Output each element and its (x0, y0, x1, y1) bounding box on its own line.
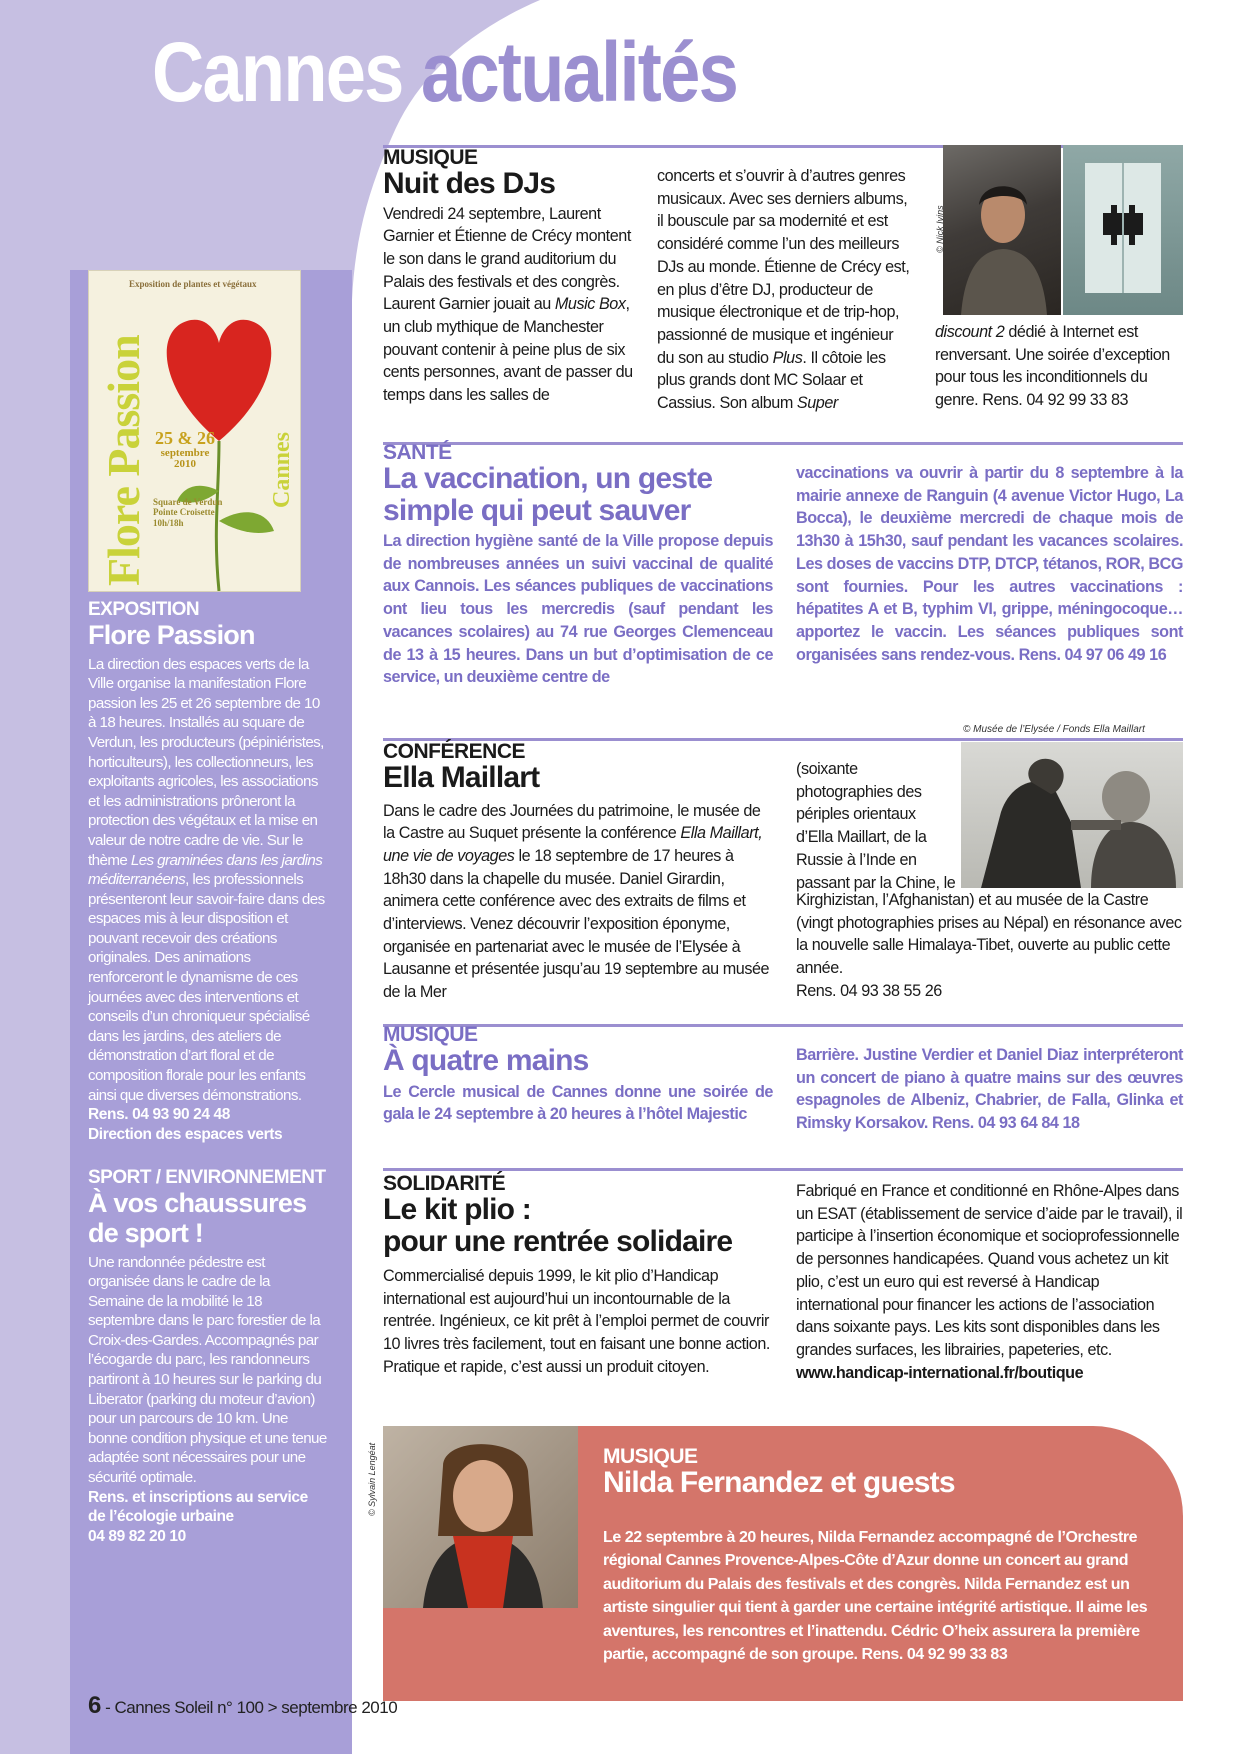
poster-title: Flore Passion (98, 335, 149, 586)
djs-col1: Vendredi 24 septembre, Laurent Garnier et Étienne de Crécy montent le son dans le grand auditorium du Palais des festivals et des congrès. Laurent Garnier jouait au Music Box, un club mythique de Manchester pouvant contenir à peine plus de six cents personnes, avant de passer du temps dans les salles de (383, 204, 633, 405)
article-nilda-fernandez (367, 1426, 1183, 1701)
article-nuit-des-djs (383, 145, 1183, 430)
plio-url[interactable]: www.handicap-international.fr/boutique (796, 1363, 1084, 1382)
quatre-col1: Le Cercle musical de Cannes donne une soirée de gala le 24 septembre à 20 heures à l’hôtel Majestic (383, 1082, 773, 1124)
ella-col2-wide: Kirghizistan, l’Afghanistan) et au musée de la Castre (vingt photographies prises au Népal) en résonance avec la nouvelle salle Himalaya-Tibet, ouverte au public cette année. Rens. 04 93 38 55 26 (796, 891, 1182, 1000)
nilda-text: Le 22 septembre à 20 heures, Nilda Fernandez accompagné de l’Orchestre régional Cannes Provence-Alpes-Côte d’Azur donne un concert au grand auditorium du Palais des festivals et des congrès. Nilda Fernandez est un artiste singulier qui tient à garder une certaine intégrité artistique. Il aime les aventures, les rencontres et l’inattendu. Cédric O’heix assurera la première partie, accompagné de son groupe. Rens. 04 92 99 33 83 (603, 1529, 1148, 1664)
sport-text: Une randonnée pédestre est organisée dans le cadre de la Semaine de la mobilité le 18 septembre dans le parc forestier de la Croix-des-Gardes. Accompagnés par l’écogarde du parc, les randonneurs partiront à 10 heures sur le parking du Liberator (parking du moteur d’avion) pour un parcours de 10 km. Une bonne condition physique et une tenue adaptée sont nécessaires pour une sécurité optimale. (88, 1253, 327, 1487)
ella-category: CONFÉRENCE (383, 740, 526, 763)
djs-col3: discount 2 dédié à Internet est renversant. Une soirée d’exception pour tous les inconditionnels du genre. Rens. 04 92 99 33 83 (935, 323, 1170, 410)
article-quatre-mains (383, 1024, 1183, 1134)
vaccin-category: SANTÉ (383, 441, 452, 464)
plio-title-line2: pour une rentrée solidaire (383, 1224, 733, 1258)
poster-top-text: Exposition de plantes et végétaux (129, 279, 257, 289)
plio-title-line1: Le kit plio : (383, 1193, 531, 1226)
sport-category: SPORT / ENVIRONNEMENT (88, 1167, 326, 1189)
ella-col2-narrow: (soixante photographies des périples orientaux d’Ella Maillart, de la Russie à l’Inde en passant par la Chine, le (796, 760, 956, 892)
flore-section (88, 600, 328, 1144)
page-footer (88, 1692, 397, 1720)
nilda-photo-credit: © Sylvain Lengéat (367, 1442, 377, 1516)
poster-dates: 25 & 26 septembre 2010 (155, 428, 215, 471)
vaccin-title-line2: simple qui peut sauver (383, 493, 691, 527)
page-number: 6 (88, 1692, 101, 1719)
vaccin-col1: La direction hygiène santé de la Ville propose depuis de nombreuses années un suivi vaccinal de qualité aux Cannois. Les séances publiques de vaccinations ont lieu tous les mercredis (sauf pendant les vacances scolaires) au 74 rue Georges Clemenceau de 13 à 15 heures. Dans un but d’optimisation de ce service, un deuxième centre de (383, 532, 773, 687)
ella-photo-credit: © Musée de l’Elysée / Fonds Ella Maillart (963, 724, 1145, 735)
section-rule (383, 1168, 1183, 1171)
vaccin-title-line1: La vaccination, un geste (383, 462, 713, 495)
djs-col2: concerts et s’ouvrir à d’autres genres musicaux. Avec ses derniers albums, il bouscule par sa modernité et est considéré comme l’un des meilleurs DJs au monde. Étienne de Crécy est, en plus d’être DJ, producteur de musique électronique et de trip-hop, passionné de musique et ingénieur du son au studio Plus. Il côtoie les plus grands dont MC Solaar et Cassius. Son album Super (657, 167, 910, 413)
ella-photo-eagle-hunter (961, 742, 1183, 888)
plio-col2: Fabriqué en France et conditionné en Rhône-Alpes dans un ESAT (établissement de service d’aide par le travail), il participe à l’insertion économique et socioprofessionnelle de personnes handicapées. Quand vous achetez un kit plio, c’est un euro qui est reversé à Handicap international pour financer les actions de l’association dans soixante pays. Les kits sont disponibles dans les grandes surfaces, les librairies, papeteries, etc. www.handicap-international.fr/boutique (796, 1182, 1183, 1382)
poster-city: Cannes (269, 431, 295, 508)
vaccin-col2: vaccinations va ouvrir à partir du 8 septembre à la mairie annexe de Ranguin (4 avenue Victor Hugo, La Bocca), le deuxième mercredi de chaque mois de 13h30 à 15h30, sauf pendant les vacances scolaires. Les doses de vaccins DTP, DTCP, tétanos, ROR, BCG sont fournies. Pour les autres vaccinations : hépatites A et B, typhim VI, grippe, méningocoque… apportez le vaccin. Les séances publiques sont organisées sans rendez-vous. Rens. 04 97 06 49 16 (796, 464, 1183, 664)
article-ella-maillart (383, 724, 1183, 1002)
article-vaccination (383, 442, 1183, 692)
flore-text: La direction des espaces verts de la Ville organise la manifestation Flore passion les 25 et 26 septembre de 10 à 18 heures. Installés au square de Verdun, les producteurs (pépiniéristes, horticulteurs), les collectionneurs, les exploitants agricoles, les associations et les administrations prôneront la protection des végétaux et la mise en valeur de notre cadre de vie. Sur le thème Les graminées dans les jardins méditerranéens, les professionnels présenteront leur savoir-faire dans des espaces mis à leur disposition et pouvant recevoir des créations originales. Des animations renforceront le dynamisme de ces journées avec des interventions et conseils d’un chroniqueur spécialisé dans les jardins, des ateliers de démonstration d’art floral et de composition florale pour les enfants ainsi que diverses démonstrations. (88, 655, 325, 1104)
nilda-title: Nilda Fernandez et guests (603, 1466, 955, 1499)
masthead (152, 25, 738, 119)
masthead-word-cannes: Cannes (152, 25, 403, 119)
sport-phone: 04 89 82 20 10 (88, 1527, 186, 1545)
nilda-category: MUSIQUE (603, 1445, 698, 1468)
sport-rens: Rens. et inscriptions au service de l’écologie urbaine (88, 1488, 308, 1526)
flore-rens-dept: Direction des espaces verts (88, 1125, 283, 1143)
djs-category: MUSIQUE (383, 146, 478, 169)
ella-col1: Dans le cadre des Journées du patrimoine, le musée de la Castre au Suquet présente la conférence Ella Maillart, une vie de voyages le 18 septembre de 17 heures à 18h30 dans la chapelle du musée. Daniel Girardin, animera cette conférence avec des extraits de films et d’interviews. Venez découvrir l’exposition éponyme, organisée en partenariat avec le musée de l’Elysée à Lausanne et présentée jusqu’au 19 septembre au musée de la Mer (383, 801, 770, 1002)
flore-category: EXPOSITION (88, 599, 200, 620)
quatre-col2: Barrière. Justine Verdier et Daniel Diaz interpréteront un concert de piano à quatre mains sur des œuvres espagnoles de Albeniz, Chabrier, de Falla, Glinka et Rimsky Korsakov. Rens. 04 93 64 84 18 (796, 1046, 1183, 1133)
flore-title: Flore Passion (88, 619, 255, 650)
flore-rens: Rens. 04 93 90 24 48 (88, 1106, 230, 1124)
djs-photo-credit: © Nick Ivins (935, 205, 945, 253)
quatre-title: À quatre mains (383, 1044, 589, 1077)
plio-col1: Commercialisé depuis 1999, le kit plio d’Handicap international est aujourd’hui un incontournable de la rentrée. Ingénieux, ce kit prêt à l’emploi permet de couvrir 10 livres très facilement, tout en faisant une bonne action. Pratique et rapide, c’est aussi un produit citoyen. (383, 1267, 770, 1376)
flore-passion-poster (88, 270, 301, 592)
sport-section (88, 1168, 328, 1546)
ella-rens: Rens. 04 93 38 55 26 (796, 981, 942, 1000)
djs-photo-silhouette (1063, 145, 1183, 315)
plio-category: SOLIDARITÉ (383, 1172, 506, 1195)
masthead-word-actualites: actualités (420, 25, 738, 119)
quatre-category: MUSIQUE (383, 1023, 478, 1046)
poster-place: Square de Verdun Pointe Croisette 10h/18h (153, 497, 223, 528)
sport-title: À vos chaussures de sport ! (88, 1188, 307, 1248)
ella-title: Ella Maillart (383, 761, 540, 794)
djs-photo-portrait (943, 145, 1061, 315)
djs-title: Nuit des DJs (383, 167, 556, 200)
footer-text: - Cannes Soleil n° 100 > septembre 2010 (100, 1698, 398, 1717)
sidebar (88, 270, 328, 1546)
article-kit-plio (383, 1168, 1183, 1418)
